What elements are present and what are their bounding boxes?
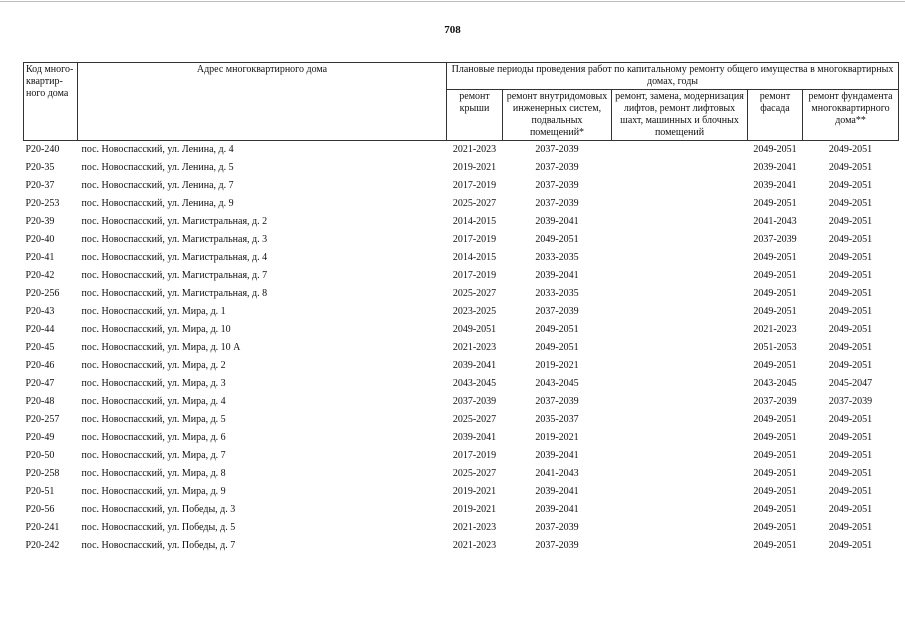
- table-row: [24, 411, 899, 429]
- cell-code: Р20-253: [25, 198, 60, 209]
- cell-code: Р20-43: [25, 306, 55, 317]
- cell-engineering: 2037-2039: [535, 522, 579, 533]
- cell-elevators: [612, 519, 748, 537]
- table-row: [24, 195, 899, 213]
- cell-elevators: [612, 429, 748, 447]
- table-row: [24, 393, 899, 411]
- cell-elevators: [612, 357, 748, 375]
- cell-code: Р20-47: [25, 378, 55, 389]
- cell-engineering: 2039-2041: [535, 216, 579, 227]
- cell-address: пос. Новоспасский, ул. Мира, д. 8: [81, 468, 226, 479]
- cell-address: пос. Новоспасский, ул. Победы, д. 7: [81, 540, 236, 551]
- cell-foundation: 2049-2051: [828, 144, 873, 155]
- cell-address: пос. Новоспасский, ул. Ленина, д. 9: [81, 198, 234, 209]
- cell-foundation: 2049-2051: [828, 342, 873, 353]
- table-body: [24, 141, 899, 556]
- cell-roof: 2023-2025: [452, 306, 497, 317]
- table-row: [24, 501, 899, 519]
- cell-foundation: 2049-2051: [828, 486, 873, 497]
- cell-roof: 2021-2023: [452, 342, 497, 353]
- cell-address: пос. Новоспасский, ул. Ленина, д. 5: [81, 162, 234, 173]
- cell-roof: 2014-2015: [452, 216, 497, 227]
- cell-foundation: 2049-2051: [828, 198, 873, 209]
- cell-foundation: 2037-2039: [828, 396, 873, 407]
- cell-code: Р20-240: [25, 144, 60, 155]
- cell-facade: 2049-2051: [753, 414, 797, 425]
- cell-address: пос. Новоспасский, ул. Магистральная, д. 7: [81, 270, 268, 281]
- cell-facade: 2021-2023: [753, 324, 797, 335]
- cell-engineering: 2049-2051: [535, 234, 579, 245]
- page-number: 708: [444, 24, 461, 36]
- cell-elevators: [612, 375, 748, 393]
- cell-elevators: [612, 249, 748, 267]
- cell-elevators: [612, 195, 748, 213]
- table-row: [24, 447, 899, 465]
- header-code: Код много-квартир-ного дома: [24, 63, 78, 141]
- cell-elevators: [612, 393, 748, 411]
- cell-facade: 2039-2041: [753, 180, 797, 191]
- cell-code: Р20-242: [25, 540, 60, 551]
- cell-roof: 2021-2023: [452, 522, 497, 533]
- cell-roof: 2043-2045: [452, 378, 497, 389]
- cell-elevators: [612, 267, 748, 285]
- cell-foundation: 2049-2051: [828, 234, 873, 245]
- table-row: [24, 375, 899, 393]
- cell-address: пос. Новоспасский, ул. Ленина, д. 7: [81, 180, 234, 191]
- cell-roof: 2049-2051: [452, 324, 497, 335]
- cell-elevators: [612, 177, 748, 195]
- table-row: [24, 303, 899, 321]
- header-facade: ремонт фасада: [748, 90, 803, 141]
- cell-facade: 2049-2051: [753, 306, 797, 317]
- cell-facade: 2049-2051: [753, 360, 797, 371]
- cell-roof: 2021-2023: [452, 540, 497, 551]
- cell-elevators: [612, 339, 748, 357]
- cell-facade: 2037-2039: [753, 234, 797, 245]
- cell-code: Р20-44: [25, 324, 55, 335]
- cell-facade: 2049-2051: [753, 198, 797, 209]
- cell-address: пос. Новоспасский, ул. Мира, д. 3: [81, 378, 226, 389]
- cell-address: пос. Новоспасский, ул. Мира, д. 7: [81, 450, 226, 461]
- table-row: [24, 267, 899, 285]
- cell-elevators: [612, 501, 748, 519]
- cell-foundation: 2049-2051: [828, 522, 873, 533]
- table-row: [24, 231, 899, 249]
- header-elevators: ремонт, замена, модернизация лифтов, ремонт лифтовых шахт, машинных и блочных помещений: [612, 90, 748, 141]
- cell-elevators: [612, 303, 748, 321]
- cell-roof: 2019-2021: [452, 504, 497, 515]
- table-row: [24, 177, 899, 195]
- cell-code: Р20-49: [25, 432, 55, 443]
- cell-facade: 2049-2051: [753, 468, 797, 479]
- repair-schedule-table: [23, 62, 899, 555]
- cell-engineering: 2019-2021: [535, 360, 579, 371]
- cell-foundation: 2049-2051: [828, 450, 873, 461]
- cell-elevators: [612, 213, 748, 231]
- cell-foundation: 2049-2051: [828, 324, 873, 335]
- cell-roof: 2025-2027: [452, 468, 497, 479]
- cell-foundation: 2049-2051: [828, 414, 873, 425]
- cell-engineering: 2039-2041: [535, 486, 579, 497]
- cell-roof: 2017-2019: [452, 180, 497, 191]
- cell-code: Р20-42: [25, 270, 55, 281]
- cell-address: пос. Новоспасский, ул. Мира, д. 2: [81, 360, 226, 371]
- cell-roof: 2019-2021: [452, 486, 497, 497]
- cell-facade: 2041-2043: [753, 216, 797, 227]
- cell-code: Р20-40: [25, 234, 55, 245]
- cell-roof: 2025-2027: [452, 288, 497, 299]
- cell-facade: 2049-2051: [753, 486, 797, 497]
- cell-foundation: 2049-2051: [828, 432, 873, 443]
- cell-facade: 2049-2051: [753, 144, 797, 155]
- cell-foundation: 2049-2051: [828, 162, 873, 173]
- table-row: [24, 519, 899, 537]
- cell-foundation: 2049-2051: [828, 360, 873, 371]
- cell-address: пос. Новоспасский, ул. Мира, д. 9: [81, 486, 226, 497]
- cell-engineering: 2037-2039: [535, 540, 579, 551]
- page-top-rule: [0, 1, 905, 2]
- cell-code: Р20-45: [25, 342, 55, 353]
- cell-facade: 2049-2051: [753, 252, 797, 263]
- cell-facade: 2051-2053: [753, 342, 797, 353]
- cell-foundation: 2049-2051: [828, 288, 873, 299]
- cell-elevators: [612, 321, 748, 339]
- table-row: [24, 141, 899, 160]
- cell-foundation: 2049-2051: [828, 504, 873, 515]
- cell-elevators: [612, 537, 748, 555]
- cell-code: Р20-46: [25, 360, 55, 371]
- cell-foundation: 2049-2051: [828, 306, 873, 317]
- cell-code: Р20-258: [25, 468, 60, 479]
- cell-engineering: 2035-2037: [535, 414, 579, 425]
- cell-roof: 2017-2019: [452, 270, 497, 281]
- cell-facade: 2039-2041: [753, 162, 797, 173]
- cell-code: Р20-48: [25, 396, 55, 407]
- header-foundation: ремонт фундамента многоквартирного дома**: [803, 90, 899, 141]
- cell-facade: 2037-2039: [753, 396, 797, 407]
- cell-address: пос. Новоспасский, ул. Победы, д. 3: [81, 504, 236, 515]
- cell-elevators: [612, 285, 748, 303]
- cell-facade: 2049-2051: [753, 288, 797, 299]
- cell-code: Р20-257: [25, 414, 60, 425]
- cell-address: пос. Новоспасский, ул. Мира, д. 10: [81, 324, 231, 335]
- cell-elevators: [612, 465, 748, 483]
- cell-address: пос. Новоспасский, ул. Мира, д. 6: [81, 432, 226, 443]
- cell-code: Р20-35: [25, 162, 55, 173]
- cell-engineering: 2039-2041: [535, 450, 579, 461]
- cell-code: Р20-56: [25, 504, 55, 515]
- cell-address: пос. Новоспасский, ул. Мира, д. 5: [81, 414, 226, 425]
- cell-roof: 2025-2027: [452, 198, 497, 209]
- cell-roof: 2039-2041: [452, 360, 497, 371]
- table-row: [24, 159, 899, 177]
- cell-engineering: 2049-2051: [535, 342, 579, 353]
- header-engineering: ремонт внутридомовых инженерных систем, подвальных помещений*: [503, 90, 612, 141]
- table-row: [24, 213, 899, 231]
- cell-address: пос. Новоспасский, ул. Мира, д. 4: [81, 396, 226, 407]
- cell-facade: 2049-2051: [753, 504, 797, 515]
- cell-engineering: 2033-2035: [535, 252, 579, 263]
- cell-roof: 2021-2023: [452, 144, 497, 155]
- cell-elevators: [612, 231, 748, 249]
- cell-engineering: 2037-2039: [535, 306, 579, 317]
- cell-code: Р20-256: [25, 288, 60, 299]
- cell-roof: 2025-2027: [452, 414, 497, 425]
- table-row: [24, 339, 899, 357]
- cell-address: пос. Новоспасский, ул. Магистральная, д. 4: [81, 252, 268, 263]
- cell-address: пос. Новоспасский, ул. Ленина, д. 4: [81, 144, 234, 155]
- table-row: [24, 483, 899, 501]
- cell-roof: 2019-2021: [452, 162, 497, 173]
- cell-elevators: [612, 447, 748, 465]
- cell-engineering: 2041-2043: [535, 468, 579, 479]
- cell-engineering: 2039-2041: [535, 504, 579, 515]
- table-row: [24, 249, 899, 267]
- table-row: [24, 429, 899, 447]
- cell-elevators: [612, 483, 748, 501]
- cell-engineering: 2039-2041: [535, 270, 579, 281]
- cell-facade: 2049-2051: [753, 270, 797, 281]
- header-roof: ремонт крыши: [447, 90, 503, 141]
- table-header: [24, 63, 899, 141]
- cell-engineering: 2037-2039: [535, 198, 579, 209]
- cell-foundation: 2045-2047: [828, 378, 873, 389]
- table-row: [24, 285, 899, 303]
- cell-roof: 2017-2019: [452, 234, 497, 245]
- cell-engineering: 2037-2039: [535, 180, 579, 191]
- cell-address: пос. Новоспасский, ул. Магистральная, д. 8: [81, 288, 268, 299]
- cell-roof: 2017-2019: [452, 450, 497, 461]
- cell-engineering: 2049-2051: [535, 324, 579, 335]
- header-address: Адрес многоквартирного дома: [78, 63, 447, 141]
- cell-foundation: 2049-2051: [828, 252, 873, 263]
- cell-address: пос. Новоспасский, ул. Мира, д. 1: [81, 306, 226, 317]
- cell-code: Р20-41: [25, 252, 55, 263]
- cell-facade: 2049-2051: [753, 432, 797, 443]
- cell-engineering: 2037-2039: [535, 162, 579, 173]
- cell-elevators: [612, 141, 748, 160]
- cell-elevators: [612, 159, 748, 177]
- cell-code: Р20-39: [25, 216, 55, 227]
- cell-roof: 2014-2015: [452, 252, 497, 263]
- cell-address: пос. Новоспасский, ул. Магистральная, д. 3: [81, 234, 268, 245]
- cell-address: пос. Новоспасский, ул. Магистральная, д. 2: [81, 216, 268, 227]
- cell-roof: 2039-2041: [452, 432, 497, 443]
- table-row: [24, 537, 899, 555]
- cell-foundation: 2049-2051: [828, 216, 873, 227]
- cell-foundation: 2049-2051: [828, 468, 873, 479]
- table-row: [24, 357, 899, 375]
- cell-address: пос. Новоспасский, ул. Мира, д. 10 А: [81, 342, 241, 353]
- cell-facade: 2049-2051: [753, 540, 797, 551]
- cell-engineering: 2037-2039: [535, 144, 579, 155]
- cell-engineering: 2033-2035: [535, 288, 579, 299]
- cell-engineering: 2037-2039: [535, 396, 579, 407]
- cell-engineering: 2043-2045: [535, 378, 579, 389]
- cell-facade: 2049-2051: [753, 522, 797, 533]
- table-row: [24, 321, 899, 339]
- cell-foundation: 2049-2051: [828, 180, 873, 191]
- cell-code: Р20-241: [25, 522, 60, 533]
- table-row: [24, 465, 899, 483]
- cell-facade: 2043-2045: [753, 378, 797, 389]
- cell-elevators: [612, 411, 748, 429]
- cell-code: Р20-37: [25, 180, 55, 191]
- cell-engineering: 2019-2021: [535, 432, 579, 443]
- header-periods: Плановые периоды проведения работ по капитальному ремонту общего имущества в многоквартирных домах, годы: [447, 63, 899, 90]
- cell-facade: 2049-2051: [753, 450, 797, 461]
- cell-code: Р20-51: [25, 486, 55, 497]
- cell-address: пос. Новоспасский, ул. Победы, д. 5: [81, 522, 236, 533]
- cell-roof: 2037-2039: [452, 396, 497, 407]
- cell-code: Р20-50: [25, 450, 55, 461]
- cell-foundation: 2049-2051: [828, 270, 873, 281]
- cell-foundation: 2049-2051: [828, 540, 873, 551]
